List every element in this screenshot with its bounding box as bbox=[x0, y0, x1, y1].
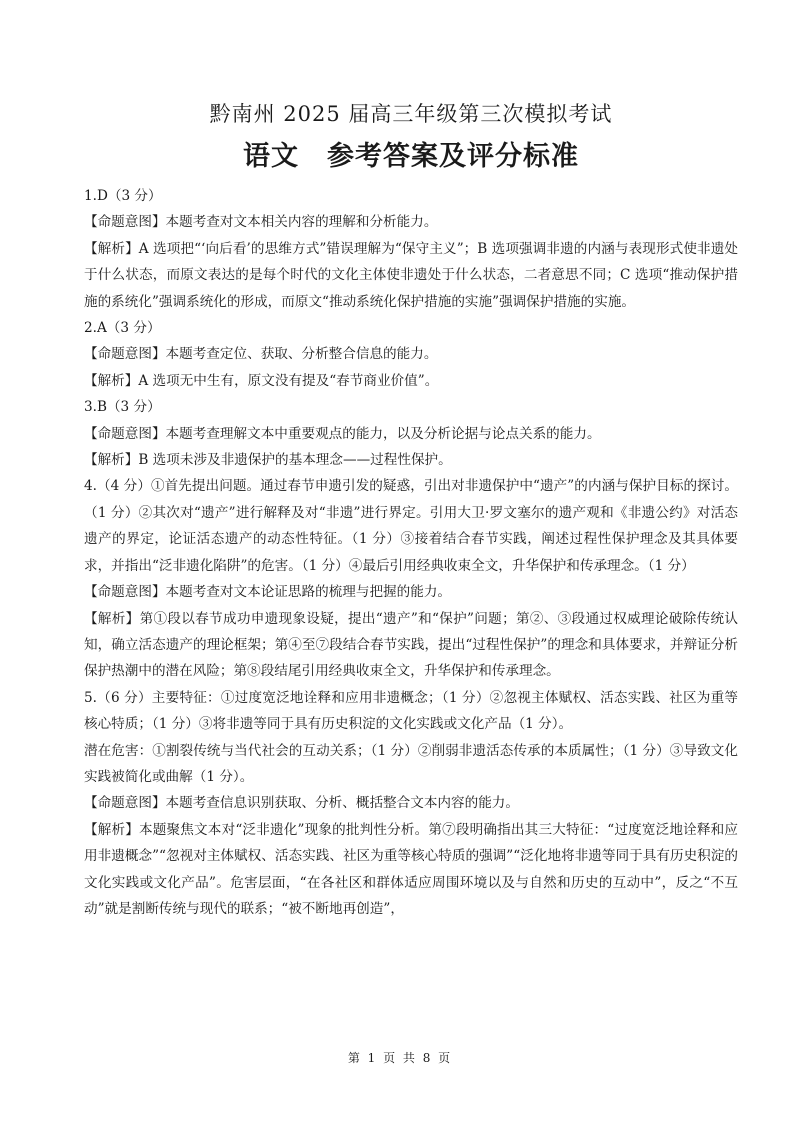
q2-analysis: 【解析】A 选项无中生有，原文没有提及“春节商业价值”。 bbox=[84, 372, 439, 389]
q4-intent: 【命题意图】本题考查对文本论证思路的梳理与把握的能力。 bbox=[84, 584, 452, 601]
q5-intent: 【命题意图】本题考查信息识别获取、分析、概括整合文本内容的能力。 bbox=[84, 795, 519, 812]
answer-q4: 4.（4 分）①首先提出问题。通过春节申遗引发的疑惑，引出对非遗保护中“遗产”的内涵与保护目标的探讨。（1 分）②其次对“遗产”进行解释及对“非遗”进行界定。引用大卫·罗文塞尔的遗产观和《非遗公约》对活态遗产的界定，论证活态遗产的动态性特征。（1 分）③接着结合春节实践，阐述过程性保护理念及其具体要求，并指出“泛非遗化陷阱”的危害。（1 分）④最后引用经典收束全文，升华保护和传承理念。（1 分） bbox=[84, 478, 738, 574]
answer-q5-features: 5.（6 分）主要特征：①过度宽泛地诠释和应用非遗概念；（1 分）②忽视主体赋权、活态实践、社区为重等核心特质；（1 分）③将非遗等同于具有历史积淀的文化实践或文化产品（1 分）。 bbox=[84, 689, 738, 733]
q5-analysis: 【解析】本题聚焦文本对“泛非遗化”现象的批判性分析。第⑦段明确指出其三大特征：“过度宽泛地诠释和应用非遗概念”“忽视对主体赋权、活态实践、社区为重等核心特质的强调”“泛化地将非遗等同于具有历史积淀的文化实践或文化产品”。危害层面，“在各社区和群体适应周围环境以及与自然和历史的互动中”，反之“不互动”就是割断传统与现代的联系；“被不断地再创造”， bbox=[84, 821, 738, 917]
q2-intent: 【命题意图】本题考查定位、获取、分析整合信息的能力。 bbox=[84, 346, 438, 363]
q1-intent: 【命题意图】本题考查对文本相关内容的理解和分析能力。 bbox=[84, 214, 438, 231]
answer-key-title: 语文 参考答案及评分标准 bbox=[243, 141, 579, 172]
q4-analysis: 【解析】第①段以春节成功申遗现象设疑，提出“遗产”和“保护”问题；第②、③段通过权威理论破除传统认知，确立活态遗产的理论框架；第④至⑦段结合春节实践，提出“过程性保护”的理念和具体要求，并辩证分析保护热潮中的潜在风险；第⑧段结尾引用经典收束全文，升华保护和传承理念。 bbox=[84, 610, 738, 680]
page-number: 第 1 页 共 8 页 bbox=[347, 1051, 453, 1065]
q3-intent: 【命题意图】本题考查理解文本中重要观点的能力，以及分析论据与论点关系的能力。 bbox=[84, 425, 601, 442]
answer-q1-score: 1.D（3 分） bbox=[84, 188, 162, 204]
answer-q3-score: 3.B（3 分） bbox=[84, 399, 161, 416]
q1-analysis: 【解析】A 选项把“‘向后看’的思维方式”错误理解为“保守主义”；B 选项强调非遗的内涵与表现形式使非遗处于什么状态，而原文表达的是每个时代的文化主体使非遗处于什么状态，二者意思不同；C 选项“推动保护措施的系统化”强调系统化的形成，而原文“推动系统化保护措施的实施”强调保护措施的实施。 bbox=[84, 240, 738, 310]
exam-title: 黔南州 2025 届高三年级第三次模拟考试 bbox=[209, 102, 613, 126]
document-body bbox=[84, 183, 738, 922]
q3-analysis: 【解析】B 选项未涉及非遗保护的基本理念——过程性保护。 bbox=[84, 452, 452, 469]
answer-q2-score: 2.A（3 分） bbox=[84, 320, 161, 337]
answer-q5-harms: 潜在危害：①割裂传统与当代社会的互动关系；（1 分）②削弱非遗活态传承的本质属性；（1 分）③导致文化实践被简化或曲解（1 分）。 bbox=[84, 742, 738, 785]
